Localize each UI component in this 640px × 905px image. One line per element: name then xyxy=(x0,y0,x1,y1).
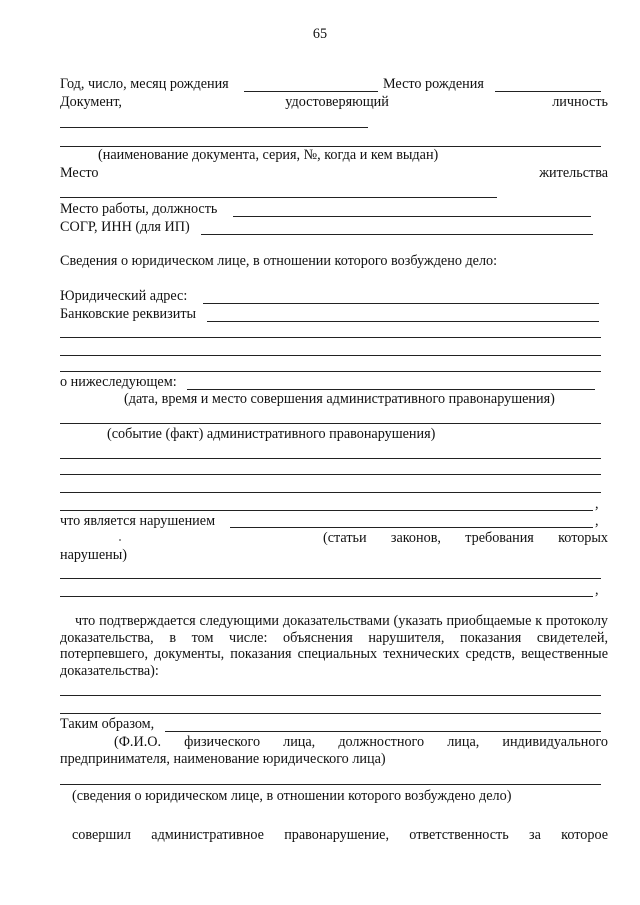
residence-word: жительства xyxy=(539,165,608,181)
bank-field-line-4[interactable] xyxy=(60,371,601,372)
legal-address-field[interactable] xyxy=(203,303,599,304)
fio-word: должностного xyxy=(338,734,425,750)
residence-field[interactable] xyxy=(60,197,497,198)
sogr-label: СОГР, ИНН (для ИП) xyxy=(60,219,190,235)
residence-label xyxy=(60,165,608,181)
statutes-word: (статьи xyxy=(323,530,367,546)
event-field-line-4[interactable] xyxy=(60,510,593,511)
statutes-word: которых xyxy=(558,530,609,546)
violation-label: что является нарушением xyxy=(60,513,216,529)
statutes-comma: , xyxy=(595,582,599,598)
thus-field[interactable] xyxy=(165,731,601,732)
page-number: 65 xyxy=(312,26,328,42)
statutes-word: требования xyxy=(465,530,534,546)
bank-label: Банковские реквизиты xyxy=(60,306,197,322)
violation-comma: , xyxy=(595,513,599,529)
final-line xyxy=(72,827,608,843)
fio-word: лица, xyxy=(283,734,316,750)
statutes-caption xyxy=(323,530,608,546)
event-field-line-2[interactable] xyxy=(60,474,601,475)
residence-word: Место xyxy=(60,165,99,181)
thus-label: Таким образом, xyxy=(60,716,155,732)
evidence-field-line-1[interactable] xyxy=(60,695,601,696)
sogr-field[interactable] xyxy=(201,234,593,235)
fio-word: физического xyxy=(184,734,261,750)
legal-entity-caption: (сведения о юридическом лице, в отношении которого возбуждено дело) xyxy=(72,788,512,804)
about-caption: (дата, время и место совершения административного правонарушения) xyxy=(124,391,555,407)
document-word: удостоверяющий xyxy=(285,94,389,110)
final-word: ответственность xyxy=(409,827,509,843)
statutes-field-line-2[interactable] xyxy=(60,596,593,597)
about-field-line-2[interactable] xyxy=(60,423,601,424)
birth-date-field[interactable] xyxy=(244,91,378,92)
bank-field-line-2[interactable] xyxy=(60,337,601,338)
about-field[interactable] xyxy=(187,389,595,390)
birth-place-field[interactable] xyxy=(495,91,601,92)
evidence-field-line-2[interactable] xyxy=(60,713,601,714)
about-label: о нижеследующем: xyxy=(60,374,177,390)
bank-field-line-3[interactable] xyxy=(60,355,601,356)
final-word: правонарушение, xyxy=(284,827,390,843)
birth-place-label: Место рождения xyxy=(383,76,484,92)
evidence-paragraph: что подтверждается следующими доказательствами (указать приобщаемые к протоколу доказательства, в том числе: объяснения нарушителя, показания свидетелей, потерпевшего, документы, показания специальных технических средств, вещественные доказательства): xyxy=(60,613,608,679)
document-word: Документ, xyxy=(60,94,122,110)
work-label: Место работы, должность xyxy=(60,201,218,217)
final-word: совершил xyxy=(72,827,131,843)
fio-caption-cont: предпринимателя, наименование юридического лица) xyxy=(60,751,386,767)
statutes-word: законов, xyxy=(390,530,441,546)
legal-address-label: Юридический адрес: xyxy=(60,288,188,304)
fio-word: лица, xyxy=(447,734,480,750)
event-caption: (событие (факт) административного правонарушения) xyxy=(107,426,436,442)
final-word: административное xyxy=(151,827,264,843)
final-word: которое xyxy=(561,827,609,843)
fio-word: индивидуального xyxy=(502,734,609,750)
bank-field-line-1[interactable] xyxy=(207,321,599,322)
legal-entity-heading: Сведения о юридическом лице, в отношении которого возбуждено дело: xyxy=(60,253,498,269)
statutes-caption-cont: нарушены) xyxy=(60,547,127,563)
document-caption: (наименование документа, серия, №, когда и кем выдан) xyxy=(98,147,439,163)
fio-caption xyxy=(114,734,608,750)
document-label xyxy=(60,94,608,110)
statutes-field-line-1[interactable] xyxy=(60,578,601,579)
violation-field[interactable] xyxy=(230,527,593,528)
event-field-line-1[interactable] xyxy=(60,458,601,459)
event-comma: , xyxy=(595,496,599,512)
fio-word: (Ф.И.О. xyxy=(114,734,162,750)
work-field[interactable] xyxy=(233,216,591,217)
legal-entity-field[interactable] xyxy=(60,784,601,785)
birth-date-label: Год, число, месяц рождения xyxy=(60,76,229,92)
final-word: за xyxy=(528,827,541,843)
document-word: личность xyxy=(552,94,609,110)
scan-speck xyxy=(119,539,121,541)
event-field-line-3[interactable] xyxy=(60,492,601,493)
document-field-line-1[interactable] xyxy=(60,127,368,128)
